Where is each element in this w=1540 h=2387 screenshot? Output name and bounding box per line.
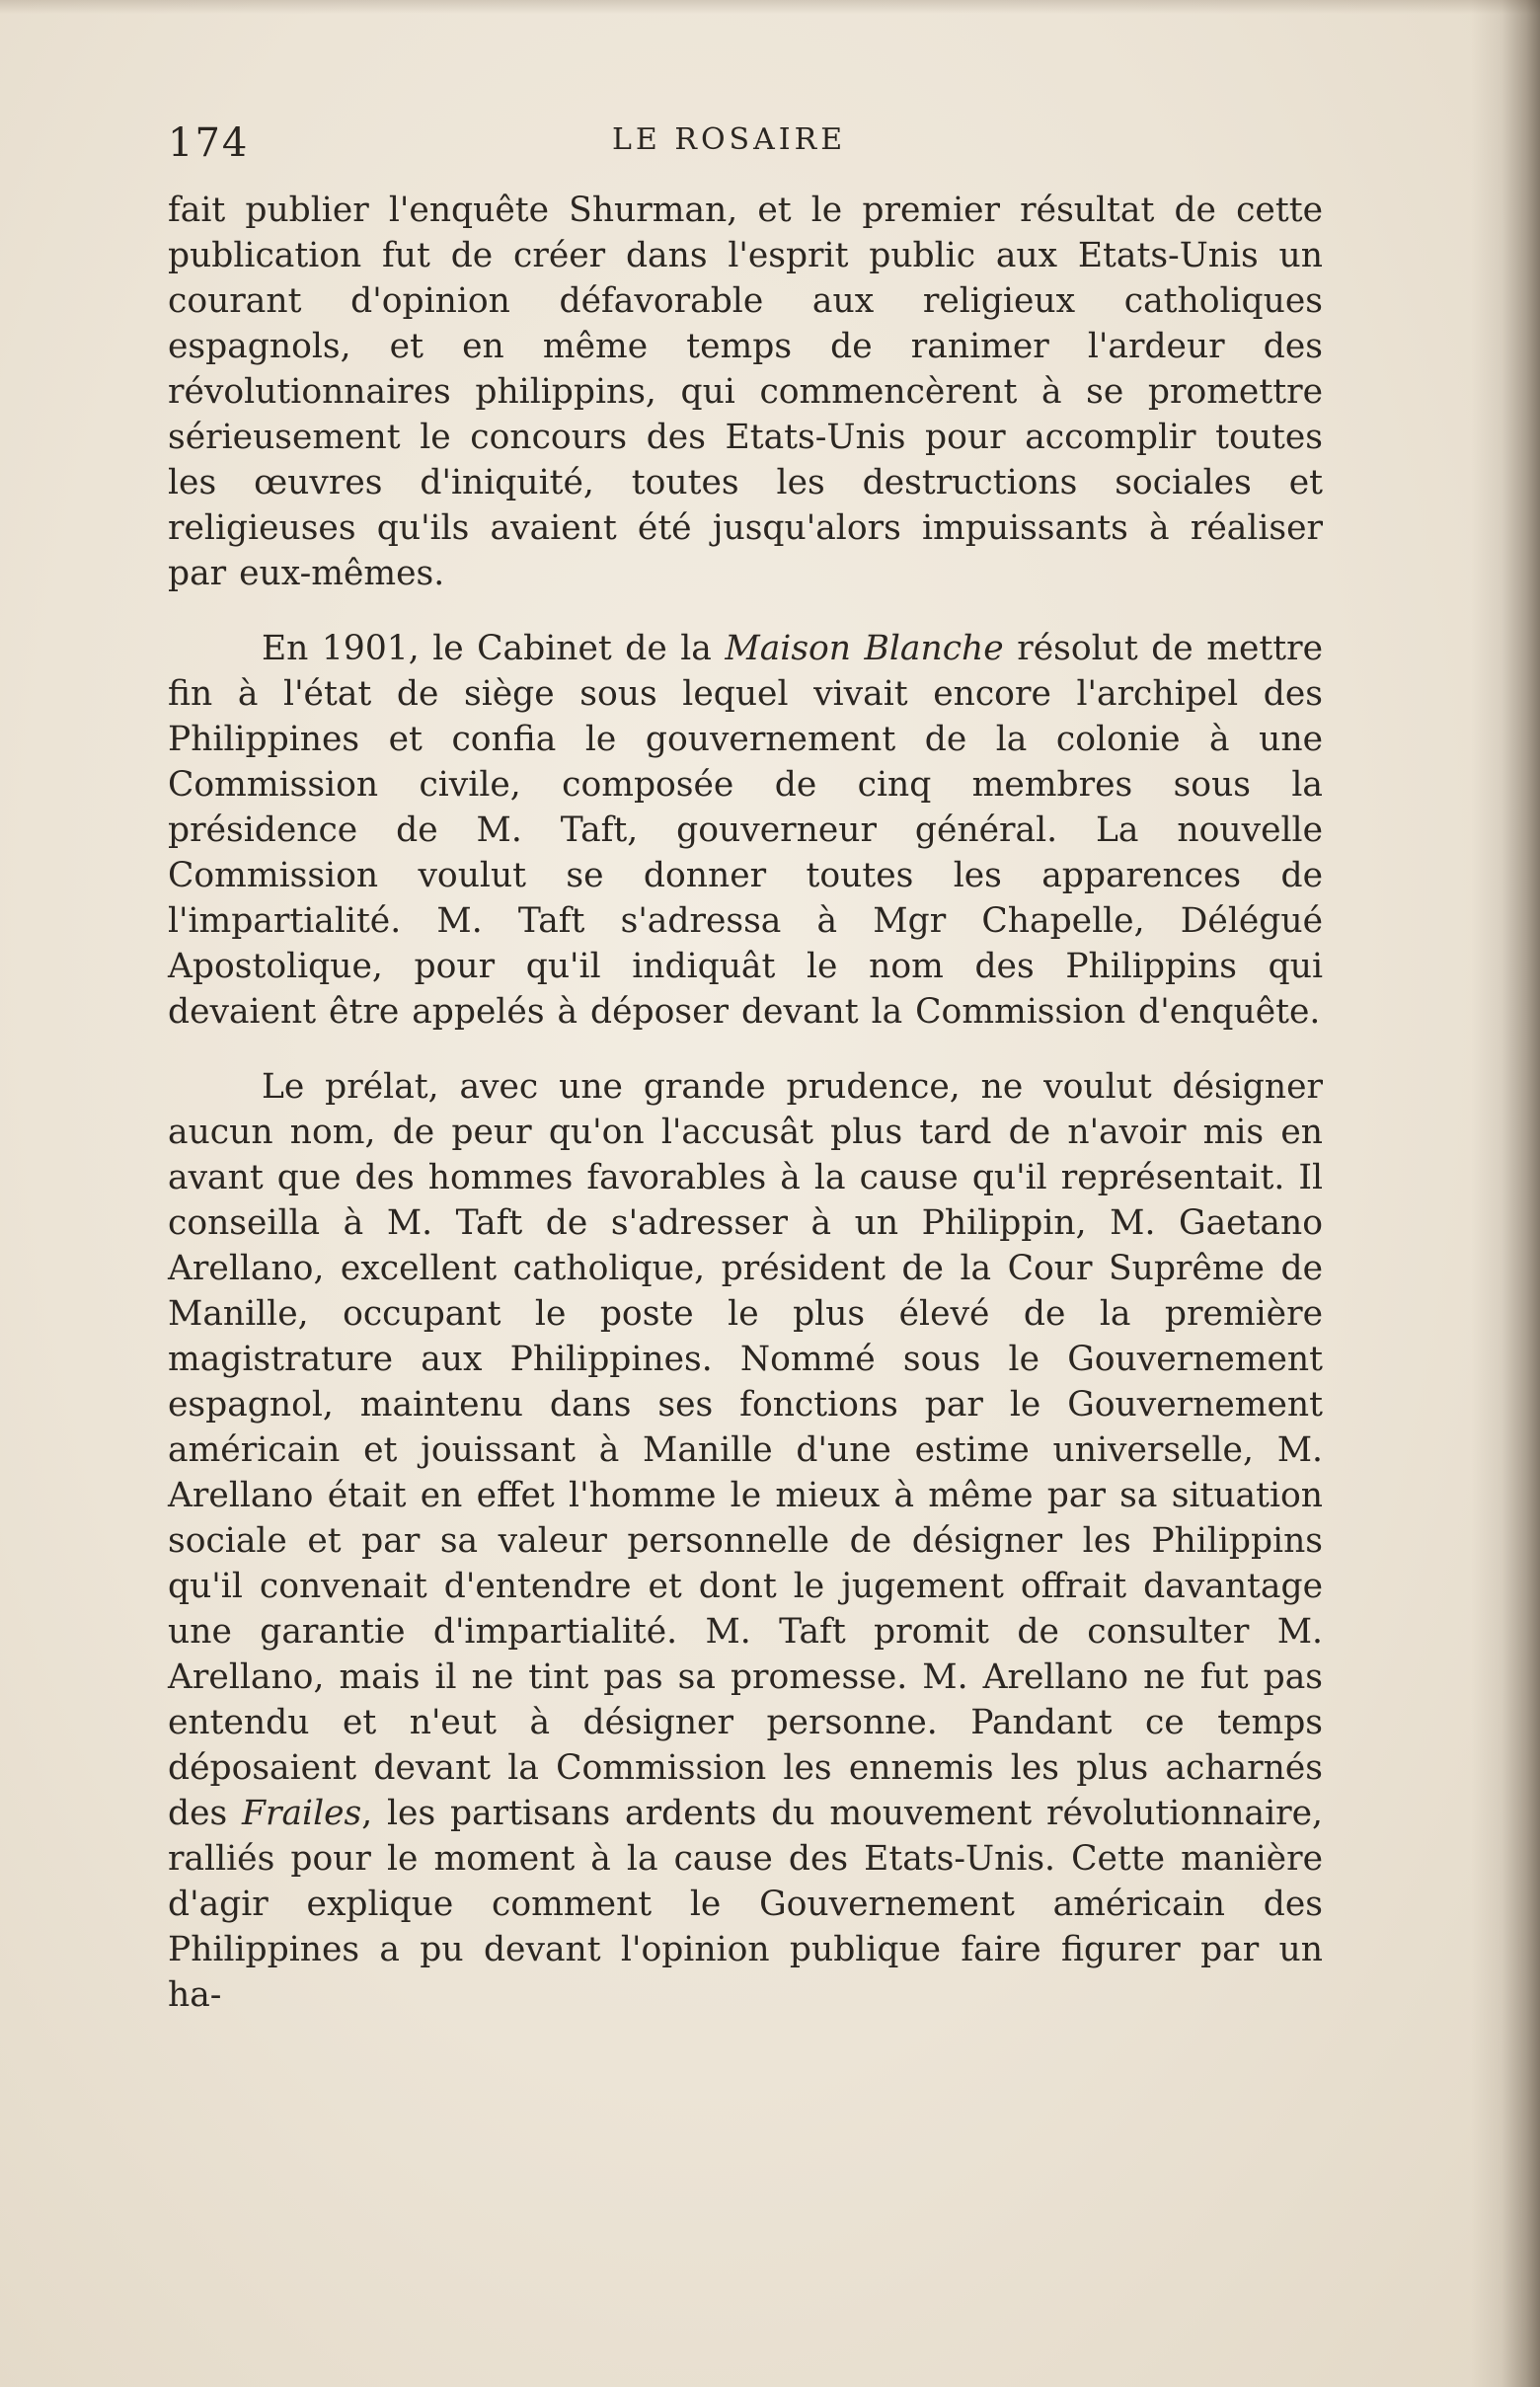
paragraph-2-text-end: résolut de mettre fin à l'état de siège sous lequel vivait encore l'archipel des Philippines et confia le gouvernement de la colonie à une Commission civile, composée de cinq membres sous la présidence de M. Taft, gouverneur général. La nouvelle Commission voulut se donner toutes les apparences de l'impartialité. M. Taft s'adressa à Mgr Chapelle, Délégué Apostolique, pour qu'il indiquât le nom des Philippins qui devaient être appelés à déposer devant la Commission d'enquête. (168, 629, 1323, 1032)
running-title: LE ROSAIRE (612, 122, 847, 157)
paragraph-2-italic-maison-blanche: Maison Blanche (725, 629, 1004, 668)
paragraph-1-text: fait publier l'enquête Shurman, et le premier résultat de cette publication fut de créer dans l'esprit public aux Etats-Unis un courant d'opinion défavorable aux religieux catholiques espagnols, et en même temps de ranimer l'ardeur des révolutionnaires philippins, qui commencèrent à se promettre sérieusement le concours des Etats-Unis pour accomplir toutes les œuvres d'iniquité, toutes les destructions sociales et religieuses qu'ils avaient été jusqu'alors impuissants à réaliser par eux-mêmes. (168, 191, 1323, 593)
paragraph-2-text-start: En 1901, le Cabinet de la (262, 629, 726, 668)
body-text (168, 188, 1323, 2018)
running-head (168, 111, 1323, 170)
spine-shadow (1471, 0, 1540, 2387)
paragraph-3-italic-frailes: Frailes (242, 1794, 362, 1833)
page-number: 174 (168, 120, 250, 166)
paragraph-1 (168, 188, 1323, 596)
paragraph-2 (168, 626, 1323, 1035)
paragraph-3-text-end: , les partisans ardents du mouvement révolutionnaire, ralliés pour le moment à la cause des Etats-Unis. Cette manière d'agir explique comment le Gouvernement américain des Philippines a pu devant l'opinion publique faire figurer par un ha- (168, 1794, 1323, 2015)
paragraph-3 (168, 1064, 1323, 2018)
paragraph-3-text-start: Le prélat, avec une grande prudence, ne voulut désigner aucun nom, de peur qu'on l'accusât plus tard de n'avoir mis en avant que des hommes favorables à la cause qu'il représentait. Il conseilla à M. Taft de s'adresser à un Philippin, M. Gaetano Arellano, excellent catholique, président de la Cour Suprême de Manille, occupant le poste le plus élevé de la première magistrature aux Philippines. Nommé sous le Gouvernement espagnol, maintenu dans ses fonctions par le Gouvernement américain et jouissant à Manille d'une estime universelle, M. Arellano était en effet l'homme le mieux à même par sa situation sociale et par sa valeur personnelle de désigner les Philippins qu'il convenait d'entendre et dont le jugement offrait davantage une garantie d'impartialité. M. Taft promit de consulter M. Arellano, mais il ne tint pas sa promesse. M. Arellano ne fut pas entendu et n'eut à désigner personne. Pandant ce temps déposaient devant la Commission les ennemis les plus acharnés des (168, 1067, 1323, 1833)
page-top-edge (0, 0, 1540, 14)
